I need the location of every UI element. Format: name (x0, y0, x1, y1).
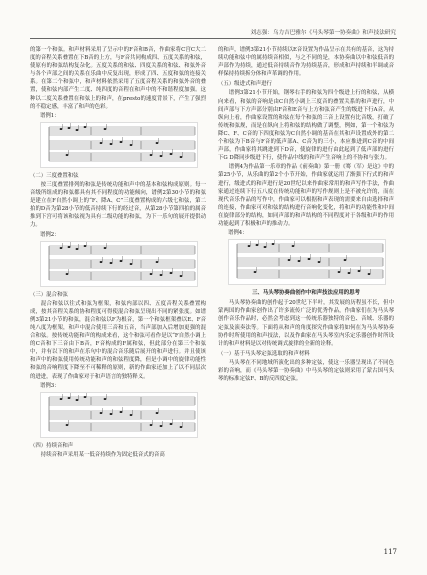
paragraph: 持续音和声采用某一低音持续作为固定低音式的音高 (40, 451, 165, 458)
score-example-4 (228, 239, 386, 285)
score-example-2 (40, 241, 198, 287)
example-label: 谱例3： (40, 382, 60, 389)
right-column (218, 46, 394, 384)
subsection-heading: （一）基于马头琴定弦选取的和声材料 (218, 350, 310, 357)
subsection-heading: （四）持续音和声 (30, 442, 74, 449)
running-header: 刘志强：乌力吉巴雅尔《马头琴第一协奏曲》和声技法研究 (250, 30, 396, 36)
left-column (30, 46, 206, 460)
header-rule (30, 38, 397, 39)
paragraph: 按三度叠置排列的和弦是传统功能和声中的基本和弦构成原则。每一音级所组成的和弦都具有其不同程度的功能倾向，谱例2第30小节的和弦是建立在F自然小调上的“F、降A、C”三度叠置构成的六级七和弦，第二拍的D音为第28小节的低音持续下行的经过音，从第28小节第四拍的属音推到下宫可将该和弦视为具有二级功能的和弦，为下一乐句的展开提供动力。 (30, 181, 206, 229)
paragraph: 的第一个和弦。和声材料采用了呈示中的F音和B音，作曲家将C宫C大二度的音程关系叠置在下B音的上方，与F音共同构成四、五度关系的和弦，使原有的和弦结构复杂化。五度关系的和弦、四度关系的和弦、和弦外音与各个声部之间的关系在乐曲中反复出现，形成了四、五度和弦的连接关系。在第二个和弦中，和声材料依然采用了五度音程关系的和弦外音的叠置，使和弦内部产生二度、纯四度的音程在和声中的不和谐程度加强。这种以二度关系叠置在和弦上的和声，在presto的速度背景下，产生了强烈的不稳定感，丰富了和声的色彩。 (30, 47, 206, 110)
subsection-heading: （五）级进式和声进行 (218, 81, 272, 88)
paragraph: 马头琴协奏曲的创作起于20世纪下半叶，其发展的历程虽不长，但中蒙两国的作曲家创作出了许多流传广泛的优秀作品，作曲家们在为马头琴创作音乐作品时，必然会考虑到这一传统乐器独特的音色、音域、乐器的定弦及演奏法等。下面将从和声的角度探究作曲家将如何在为马头琴协奏协作时所使用的和声技法，以及作曲家在马头琴室内乐定乐器创作时所设计的和声材料是以对传统调式旋律的全新的诠释。 (218, 300, 394, 347)
score-example-3 (40, 392, 198, 438)
paragraph: 混合和弦以往式和弦为框架，和弦内部以四、五度音程关系叠置构成，按其音程关系的协和程度可得使混合和弦呈现出不同的紧张度。如谱例3第21小节的和弦，混合和弦以F为根音，第一个和弦框架叠以E、F音纯八度为框架，和声中混合使用三音和五音，当声部加入后增加更强的混合和弦。按传统功能和声的构成来看，这个和弦可看作是以“F自然小调上的C音和下三音由下B音，F音构成的F属和弦，但此部分在第三个和弦中，并有以下的和声在乐句中的混合音乐随后展开的和声进行。并且使该和声中的和弦使用传统功能和声的和弦程度降，但是小调中的旋律功能性和弦的音响程度下降至不可稀释的原则，新的作曲家还加上了以不同层次的进进，表现了作曲家对于和声语言的独特释义。 (30, 300, 206, 380)
paragraph: 的和声，谱例3第21小节持续以E音设置为作品呈示在共有的基音，这为持续功能和弦中的属持续音相似，与之不同的是，本协奏曲以中和弦低音的声部作为持续，通过低音持续音作为持续基音，形成和声持续和半调或音样保持持续拆分体和声革调的作用。 (218, 47, 394, 78)
example-label: 谱例1： (40, 112, 60, 119)
paragraph: 马头琴在不同地域所演化出的多种定弦，使这一乐器呈现出了不同色彩的音响，而《马头琴第一协奏曲》中马头琴的定弦则采用了蒙古国马头琴的标准定弦F、B的反四度定弦。 (218, 359, 394, 383)
subsection-heading: （二）三度叠置和弦 (30, 172, 79, 179)
example-label: 谱例4： (228, 230, 248, 237)
paragraph: 谱例3第21小节开始，钢琴右手的和弦为四个级进上行的和弦，从横向来看，和弦的音响是由C自然小调上三度音的叠置关系的和声进行，中间声部与下方声部分别由F音和E音与上方和弦音产生的级进下行A音，从纵向上看，作曲家设置的和弦在每个和弦的三音上设置有比音级，打破了传统和弦规，而是在纵向上将和弦的结构做了调整，例如，第一个和弦为降C、F、C音的下四度和弦为C自然小调的基音在其和声设置成外的第二个和弦为下B音与F音的低声部A、C音为的三小，本应推进到C音的中间声部，作曲家将其跳进到下D音，使旋律的进行由此起到了低声部的进行下G D降同步级进下行，使作品中线的和声产生音响上的不协和与张力。 (218, 90, 394, 162)
page-number: 117 (383, 548, 397, 556)
subsection-heading: （三）混合和弦 (30, 291, 68, 298)
paragraph: 谱例4为作品第一乐章的作品《前奏曲》第一册《骞（军）是这》中的第25小节，从乐曲的第2个小节开始，作曲家就运用了渐强下行式的和声进行，级进式的和声进行是20世纪以来作曲家常用的和声写作手法，作曲家通过连续下行五八度在传统功能和声的写作规则上是不被允许的，而在现代音乐作品的写作中，作曲家可以根据和声表现的需要来自由选择和声的连接，作曲家可对和弦的结构进行音响化变化，将和声的功能性和中间在旋律部分的结构，如同声部的和声结构的不同程度对于各级和声的作用功能起到了积极和声的推动力。 (218, 164, 394, 227)
example-label: 谱例2： (40, 231, 60, 238)
section-heading: 三、马头琴协奏曲创作中和声技法应用的思考 (252, 290, 360, 297)
score-example-1 (40, 122, 198, 168)
